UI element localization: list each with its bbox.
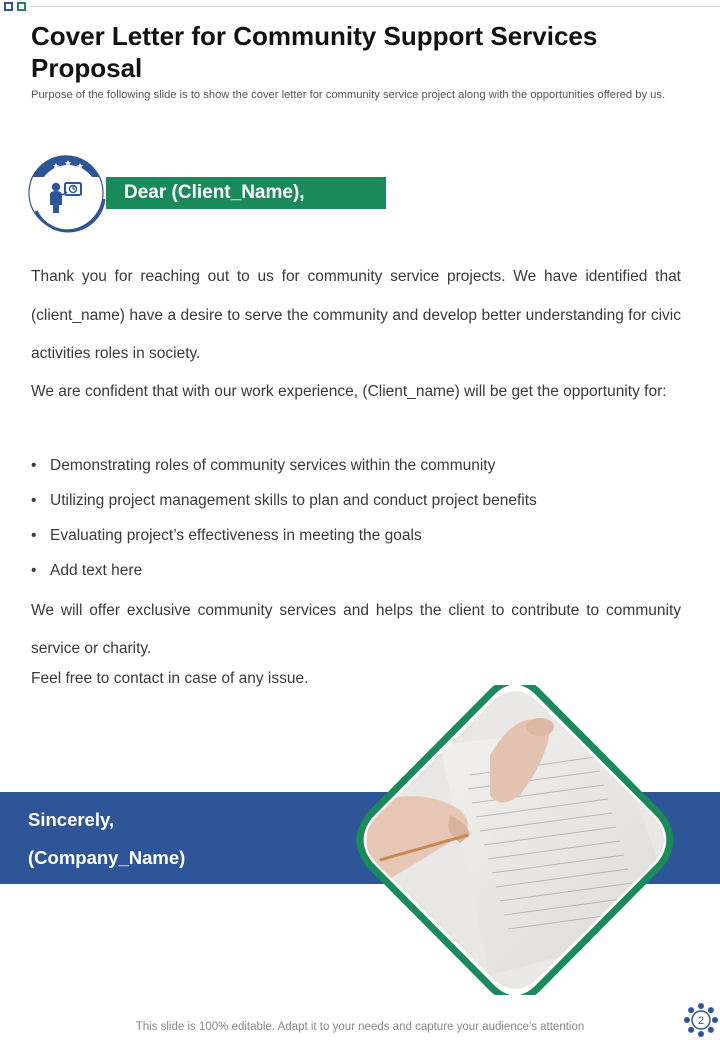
list-item: • Add text here bbox=[31, 561, 671, 596]
salutation-banner: Dear (Client_Name), bbox=[106, 177, 386, 209]
company-name-label: (Company_Name) bbox=[28, 847, 186, 868]
letter-paragraph-4: Feel free to contact in case of any issue. bbox=[31, 670, 309, 687]
blue-square-icon bbox=[4, 2, 13, 11]
letter-paragraph-2: We are confident that with our work experience, (Client_name) will be get the opportunity for: bbox=[31, 383, 667, 400]
list-item: • Demonstrating roles of community services within the community bbox=[31, 456, 671, 491]
green-square-icon bbox=[17, 2, 26, 11]
page-number: 2 bbox=[697, 1015, 705, 1027]
sincerely-label: Sincerely, bbox=[28, 809, 115, 830]
list-item: • Utilizing project management skills to plan and conduct project benefits bbox=[31, 491, 671, 526]
opportunity-list bbox=[31, 456, 671, 596]
writing-letter-photo bbox=[350, 685, 680, 995]
page-subtitle: Purpose of the following slide is to show the cover letter for community service project along with the opportunities offered by us. bbox=[31, 89, 666, 101]
letter-paragraph-3: We will offer exclusive community services and helps the client to contribute to community service or charity. bbox=[31, 602, 681, 657]
footer-note: This slide is 100% editable. Adapt it to your needs and capture your audience’s attention bbox=[135, 1021, 585, 1033]
list-item: • Evaluating project’s effectiveness in meeting the goals bbox=[31, 526, 671, 561]
page-number-badge bbox=[683, 1002, 719, 1038]
presenter-icon bbox=[28, 155, 108, 235]
top-divider-line bbox=[30, 6, 720, 7]
page-title: Cover Letter for Community Support Services Proposal bbox=[31, 21, 598, 83]
letter-paragraph-1: Thank you for reaching out to us for community service projects. We have identified that (client_name) have a desire to serve the community and develop better understanding for civic activities roles in society. bbox=[31, 268, 681, 362]
